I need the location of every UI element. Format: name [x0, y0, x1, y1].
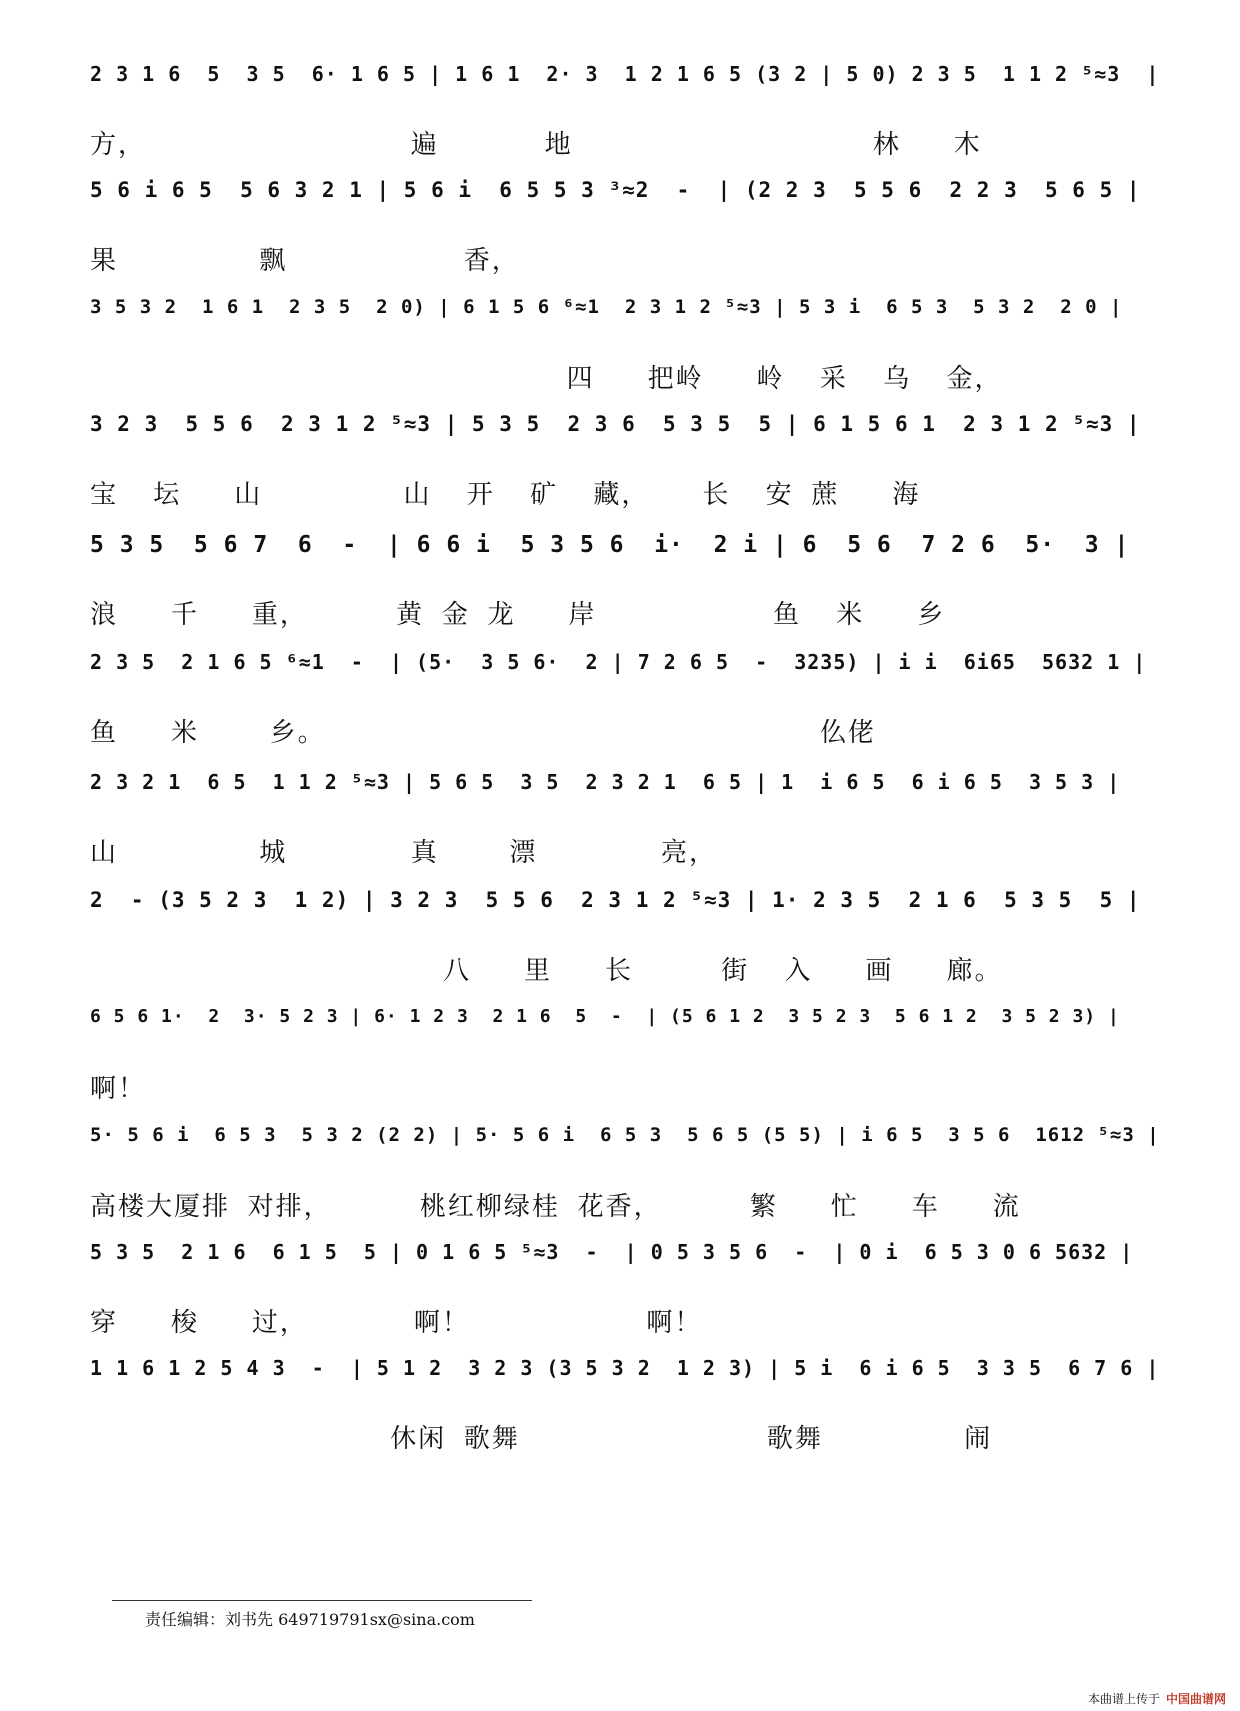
lyric-line [90, 950, 1160, 986]
lyric-line [90, 358, 1160, 394]
lyric-text: 啊！ [90, 1074, 147, 1104]
lyric-text: 山 城 真 漂 亮， [90, 838, 717, 868]
site-credit [1088, 1690, 1226, 1707]
lyric-line [90, 1418, 1160, 1454]
lyric-text: 方， 遍 地 林 木 [90, 130, 982, 160]
lyric-line [90, 1302, 1160, 1338]
jianpu-notes: 2 - (3 5 2 3 1 2) | 3 2 3 5 5 6 2 3 1 2 ⁵≈3 | 1· 2 3 5 2 1 6 5 3 5 5 | [90, 888, 1141, 912]
lyric-text: 宝 坛 山 山 开 矿 藏， 长 安 蔗 海 [90, 480, 921, 510]
lyric-text: 四 把岭 岭 采 乌 金， [90, 364, 1003, 394]
lyric-line [90, 594, 1160, 630]
notation-line [90, 296, 1160, 356]
jianpu-notes: 5 3 5 2 1 6 6 1 5 5 | 0 1 6 5 ⁵≈3 - | 0 5 3 5 6 - | 0 i 6 5 3 0 6 5632 | [90, 1240, 1134, 1264]
jianpu-notes: 1 1 6 1 2 5 4 3 - | 5 1 2 3 2 3 (3 5 3 2 1 2 3) | 5 i 6 i 6 5 3 3 5 6 7 6 | [90, 1356, 1160, 1380]
lyric-text: 八 里 长 街 入 画 廊。 [90, 956, 1003, 986]
jianpu-notes: 5 3 5 5 6 7 6 - | 6 6 i 5 3 5 6 i· 2 i | 6 5 6 7 2 6 5· 3 | [90, 532, 1130, 558]
lyric-line [90, 474, 1160, 510]
jianpu-notes: 2 3 1 6 5 3 5 6· 1 6 5 | 1 6 1 2· 3 1 2 1 6 5 (3 2 | 5 0) 2 3 5 1 1 2 ⁵≈3 | [90, 62, 1160, 86]
footer-rule [112, 1600, 532, 1601]
notation-line [90, 532, 1160, 592]
notation-line [90, 1124, 1160, 1184]
site-logo-text: 中国曲谱网 [1165, 1692, 1226, 1706]
jianpu-notes: 2 3 2 1 6 5 1 1 2 ⁵≈3 | 5 6 5 3 5 2 3 2 1 6 5 | 1 i 6 5 6 i 6 5 3 5 3 | [90, 770, 1121, 794]
editor-credit: 责任编辑：刘书先 649719791sx@sina.com [145, 1610, 475, 1629]
jianpu-notes: 3 5 3 2 1 6 1 2 3 5 2 0) | 6 1 5 6 ⁶≈1 2 3 1 2 ⁵≈3 | 5 3 i 6 5 3 5 3 2 2 0 | [90, 296, 1123, 318]
jianpu-notes: 2 3 5 2 1 6 5 ⁶≈1 - | (5· 3 5 6· 2 | 7 2 6 5 - 3235) | i i 6i65 5632 1 | [90, 650, 1147, 674]
jianpu-notes: 3 2 3 5 5 6 2 3 1 2 ⁵≈3 | 5 3 5 2 3 6 5 3 5 5 | 6 1 5 6 1 2 3 1 2 ⁵≈3 | [90, 412, 1141, 436]
notation-line [90, 1240, 1160, 1300]
lyric-line [90, 712, 1160, 748]
lyric-line [90, 1068, 1160, 1104]
jianpu-notes: 5· 5 6 i 6 5 3 5 3 2 (2 2) | 5· 5 6 i 6 5 3 5 6 5 (5 5) | i 6 5 3 5 6 1612 ⁵≈3 | [90, 1124, 1160, 1146]
lyric-text: 果 飘 香， [90, 246, 520, 276]
lyric-line [90, 1186, 1160, 1222]
lyric-text: 浪 千 重， 黄 金 龙 岸 鱼 米 乡 [90, 600, 946, 630]
credit-label: 本曲谱上传于 [1087, 1692, 1160, 1706]
notation-line [90, 62, 1160, 122]
lyric-line [90, 240, 1160, 276]
jianpu-notes: 5 6 i 6 5 5 6 3 2 1 | 5 6 i 6 5 5 3 ³≈2 - | (2 2 3 5 5 6 2 2 3 5 6 5 | [90, 178, 1141, 202]
jianpu-notes: 6 5 6 1· 2 3· 5 2 3 | 6· 1 2 3 2 1 6 5 - | (5 6 1 2 3 5 2 3 5 6 1 2 3 5 2 3) | [90, 1006, 1120, 1027]
lyric-text: 鱼 米 乡。 仫佬 [90, 718, 876, 748]
notation-line [90, 888, 1160, 948]
lyric-line [90, 124, 1160, 160]
notation-line [90, 770, 1160, 830]
notation-line [90, 178, 1160, 238]
lyric-text: 穿 梭 过， 啊！ 啊！ [90, 1308, 703, 1338]
lyric-text: 高楼大厦排 对排， 桃红柳绿桂 花香， 繁 忙 车 流 [90, 1192, 1021, 1222]
notation-line [90, 1356, 1160, 1416]
notation-line [90, 412, 1160, 472]
notation-line [90, 650, 1160, 710]
lyric-line [90, 832, 1160, 868]
lyric-text: 休闲 歌舞 歌舞 闹 [90, 1424, 993, 1454]
notation-line [90, 1006, 1160, 1066]
